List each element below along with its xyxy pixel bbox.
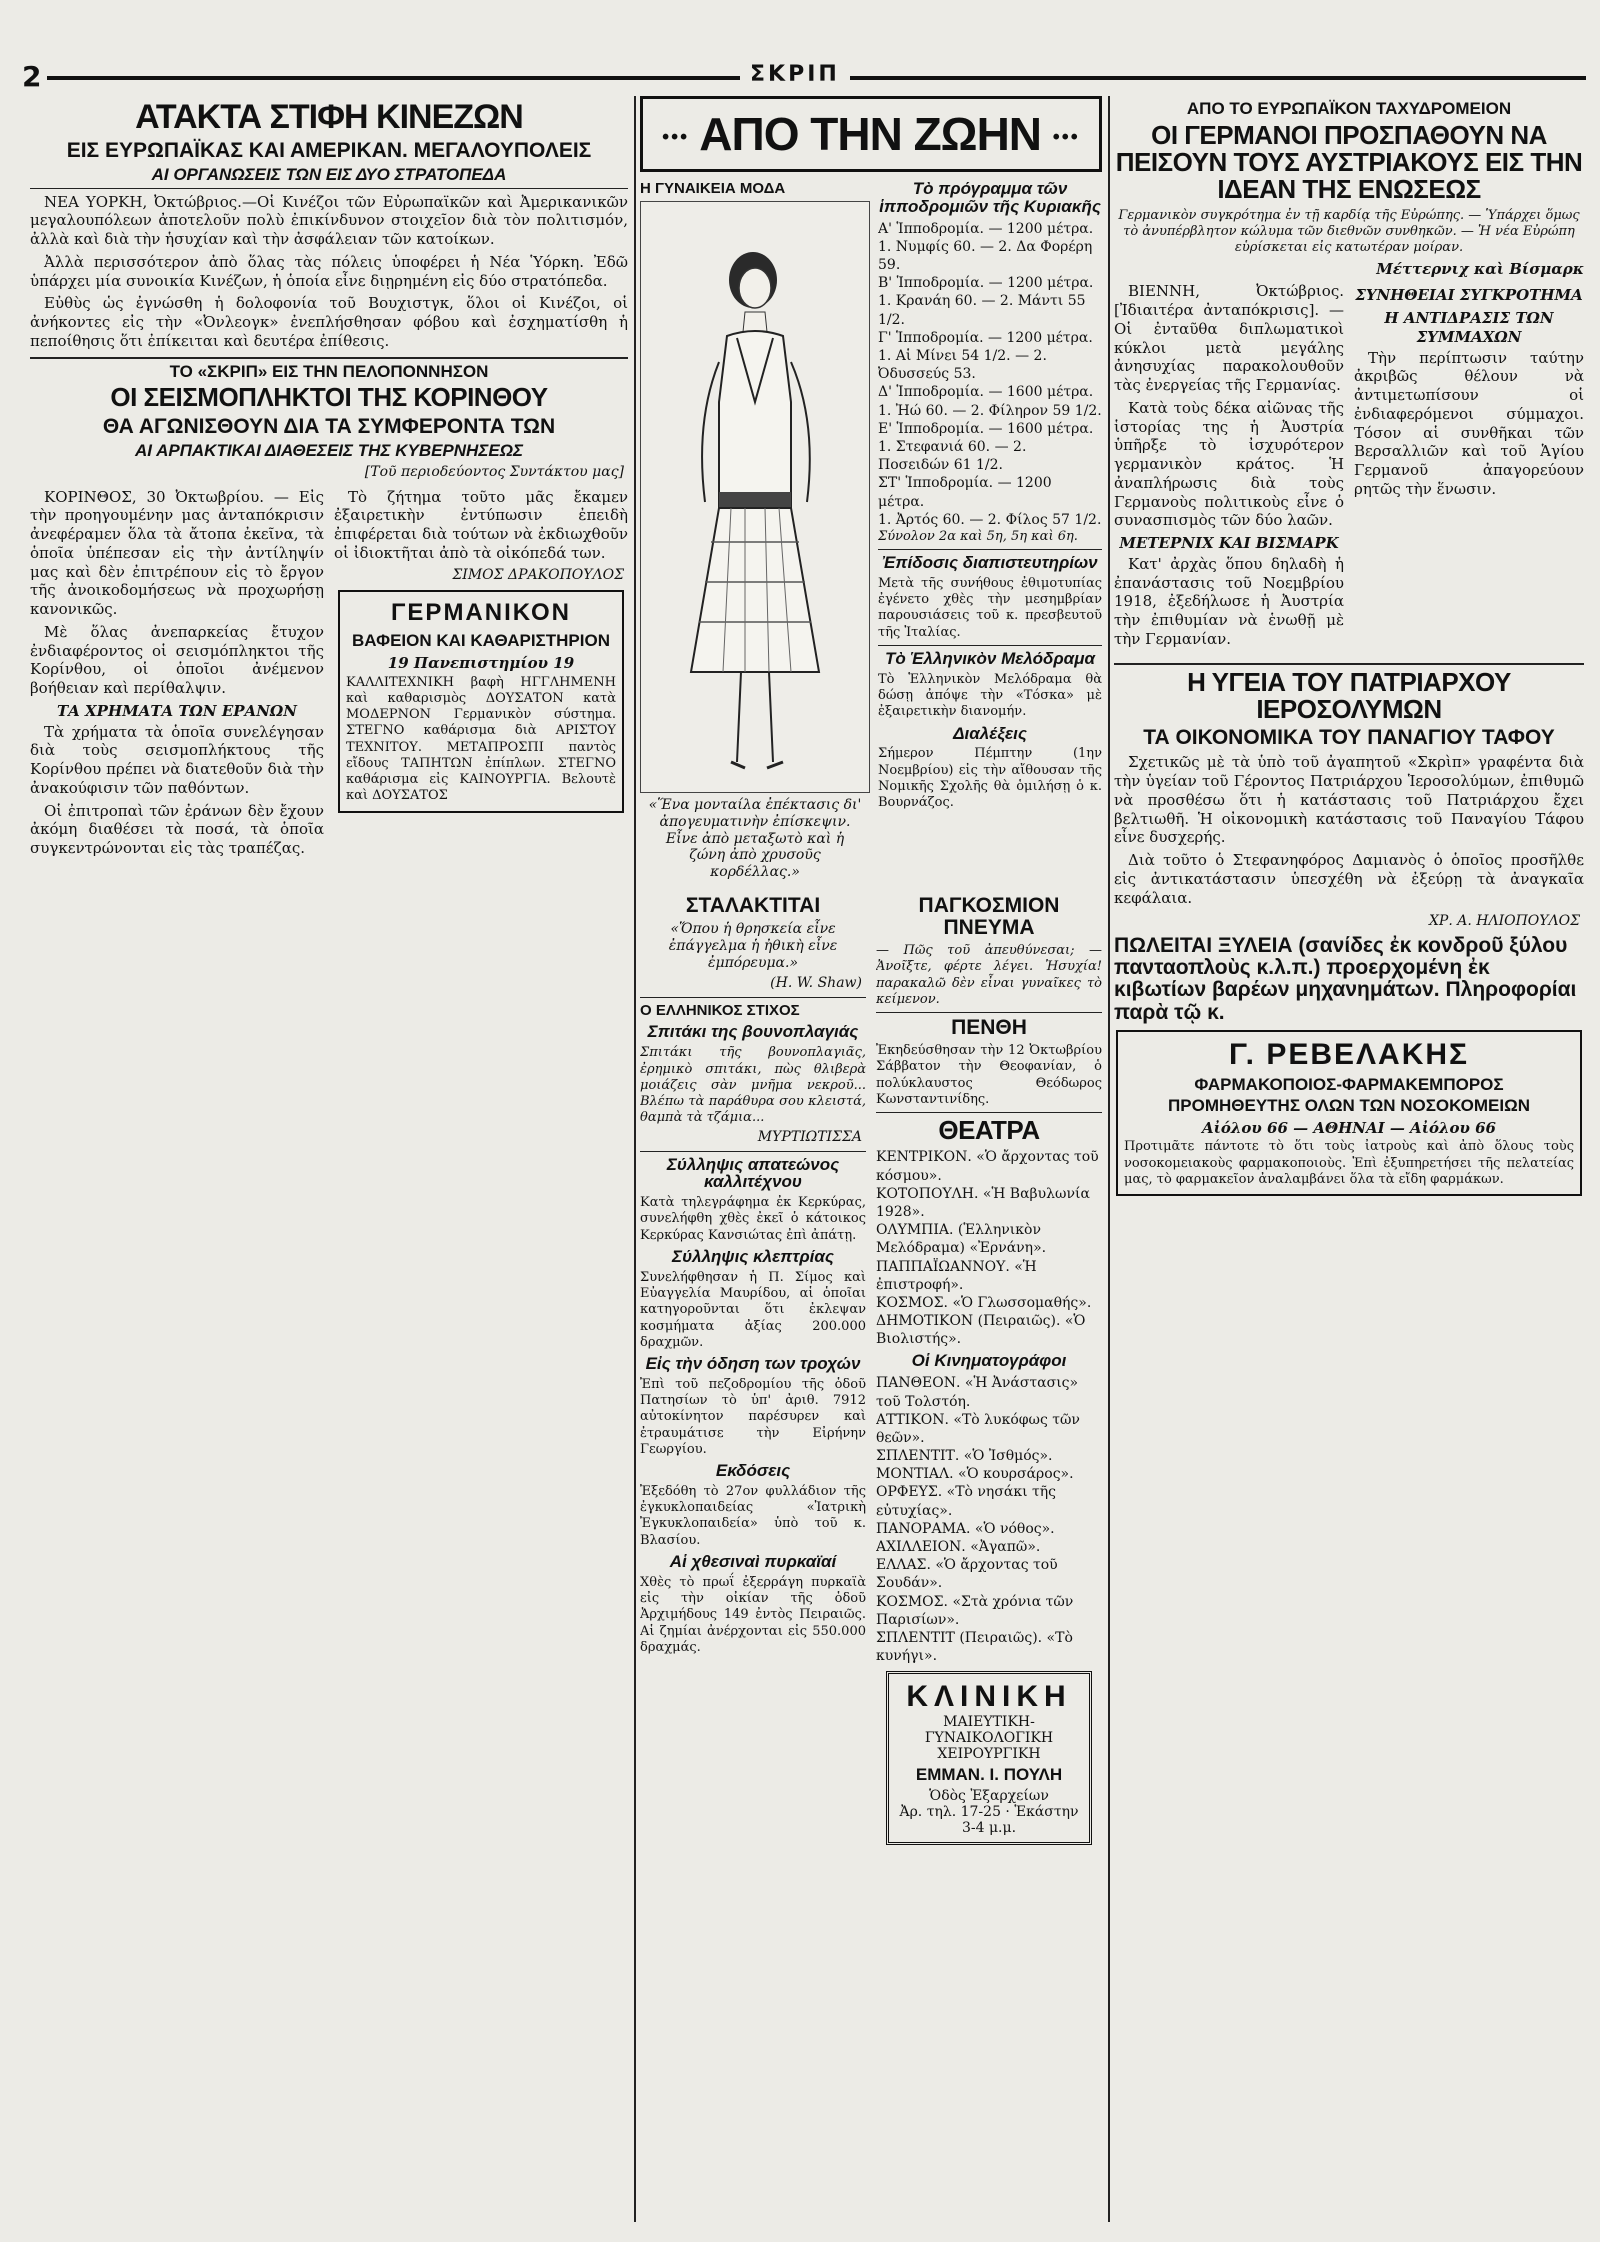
corinth-section-heading: ΤΑ ΧΡΗΜΑΤΑ ΤΩΝ ΕΡΑΝΩΝ [57,701,297,720]
poem-title: Σπιτάκι της βουνοπλαγιάς [647,1022,859,1042]
banner-dots-right: ••• [1052,126,1080,149]
pharmacy-ad [1116,1030,1582,1196]
publications-head: Εκδόσεις [715,1461,791,1481]
race-program-line: 1. Κρανάη 60. — 2. Μάντι 55 1/2. [878,293,1086,328]
race-program [878,176,1102,885]
middle-lower-left [640,891,866,1851]
theatre-listing: ΟΛΥΜΠΙΑ. (Ἑλληνικὸν Μελόδραμα) «Ἐρνάνη». [876,1222,1047,1257]
germans-subhead-1: Μέττερνιχ καὶ Βίσμαρκ [1376,260,1584,279]
left-column [30,96,628,2222]
arrest-artist-head: Σύλληψις απατεώνος καλλιτέχνου [666,1154,840,1192]
fires-head: Αἱ χθεσιναὶ πυρκαϊαί [669,1551,837,1571]
column-divider-1 [634,96,636,2222]
page-number: 2 [16,60,47,93]
cinema-listing: ΑΤΤΙΚΟΝ. «Τὸ λυκόφως τῶν θεῶν». [876,1411,1080,1446]
clinic-subtitle: ΜΑΙΕΥΤΙΚΗ-ΓΥΝΑΙΚΟΛΟΓΙΚΗ ΧΕΙΡΟΥΡΓΙΚΗ [924,1714,1054,1763]
cinemas-head: Οἱ Κινηματογράφοι [911,1351,1067,1371]
credentials-text: Μετὰ τῆς συνήθους ἐθιμοτυπίας ἐγένετο χθὲς τὴν μεσημβρίαν παρουσιάσεις τοῦ κ. πρεσβευτοῦ τῆς Ἰταλίας. [878,575,1102,640]
middle-lower [640,891,1102,1851]
pharmacy-line-2: ΠΡΟΜΗΘΕΥΤΗΣ ΟΛΩΝ ΤΩΝ ΝΟΣΟΚΟΜΕΙΩΝ [1168,1096,1530,1116]
corinth-body-left [30,488,324,862]
race-program-line: Α' Ἱπποδρομία. — 1200 μέτρα. [878,220,1094,237]
paragraph: Τὸ ζήτημα τοῦτο μᾶς ἔκαμεν ἐξαιρετικὴν ἐντύπωσιν ἐπειδὴ ἐπιφέρεται διὰ τούτων νὰ ἐκδιωχθοῦν οἱ ἰδιοκτῆται ἀπὸ τὰ οἰκόπεδά των. [334,487,628,562]
theatre-listing: ΔΗΜΟΤΙΚΟΝ (Πειραιῶς). «Ὁ Βιολιστής». [876,1313,1086,1348]
divider [876,1012,1102,1013]
paragraph: Ἀλλὰ περισσότερον ἀπὸ ὅλας τὰς πόλεις ὑποφέρει ἡ Νέα Ὑόρκη. Ἐδῶ ὑπάρχει μία συνοικία Κινέζων, ἡ ὁποία εἶνε διῃρημένη εἰς δύο στρατόπεδα. [30,252,628,290]
corinth-subhead: ΘΑ ΑΓΩΝΙΣΘΟΥΝ ΔΙΑ ΤΑ ΣΥΜΦΕΡΟΝΤΑ ΤΩΝ [102,414,556,438]
theatres-head: ΘΕΑΤΡΑ [938,1115,1040,1146]
germans-subhead-2: ΣΥΝΗΘΕΙΑΙ ΣΥΓΚΡΟΤΗΜΑ [1355,286,1583,305]
pharmacy-text: Προτιμᾶτε πάντοτε τὸ ὅτι τοὺς ἰατροὺς καὶ ἀπὸ ὅλους τοὺς νοσοκομειακοὺς φαρμακοποιοὺς. Ἐπὶ ἐξυπηρετήσει τῆς πελατείας μας, τὸ φαρμακεῖον ἀναλαμβάνει ὅλα τὰ εἴδη φαρμάκων. [1124,1139,1574,1187]
greek-verse-label: Ο ΕΛΛΗΝΙΚΟΣ ΣΤΙΧΟΣ [640,1002,800,1020]
patriarch-headline: Η ΥΓΕΙΑ ΤΟΥ ΠΑΤΡΙΑΡΧΟΥ ΙΕΡΟΣΟΛΥΜΩΝ [1187,666,1511,725]
race-program-line: Β' Ἱπποδρομία. — 1200 μέτρα. [878,275,1094,292]
dye-works-title: ΓΕΡΜΑΝΙΚΟΝ [391,599,571,627]
pharmacy-line-1: ΦΑΡΜΑΚΟΠΟΙΟΣ-ΦΑΡΜΑΚΕΜΠΟΡΟΣ [1194,1074,1504,1094]
mourning-head: ΠΕΝΘΗ [951,1016,1027,1040]
race-program-line: 1. Ἠώ 60. — 2. Φίληρον 59 1/2. [878,402,1102,419]
cinema-listing: ΑΧΙΛΛΕΙΟΝ. «Ἀγαπῶ». [876,1539,1041,1556]
european-post-kicker: ΑΠΟ ΤΟ ΕΥΡΩΠΑΪΚΟΝ ΤΑΧΥΔΡΟΜΕΙΟΝ [1186,99,1512,118]
cinema-listing: ΕΛΛΑΣ. «Ὁ ἄρχοντας τοῦ Σουδάν». [876,1557,1058,1592]
world-spirit-text: — Πῶς τοῦ ἀπευθύνεσαι; — Ἀνοῖξτε, φέρτε λέγει. Ἠσυχία! παρακαλῶ δὲν εἶναι γυναῖκες τὸ κείμενον. [876,943,1102,1007]
paragraph: ΚΟΡΙΝΘΟΣ, 30 Ὀκτωβρίου. — Εἰς τὴν προηγουμένην μας ἀνταπόκρισιν ἀνεφέραμεν ὅλα τὰ ἄτοπα ἐκεῖνα, τὰ ὁποῖα ὑπέπεσαν εἰς τὴν ἀντίληψίν μας καὶ δὲν ἐπιτρέπουν εἰς τὸ ἔργον τῆς ἀνοικοδομήσεως νὰ προχωρήσῃ κανονικῶς. [30,487,324,619]
patriarch-signature: ΧΡ. Α. ΗΛΙΟΠΟΥΛΟΣ [1428,913,1580,930]
divider [640,1151,866,1152]
cinema-listing: ΚΟΣΜΟΣ. «Στὰ χρόνια τῶν Παρισίων». [876,1593,1074,1628]
pharmacy-name: Γ. ΡΕΒΕΛΑΚΗΣ [1228,1037,1470,1071]
pharmacy-address: Αἰόλου 66 — ΑΘΗΝΑΙ — Αἰόλου 66 [1202,1119,1496,1138]
dye-works-text: ΚΑΛΛΙΤΕΧΝΙΚΗ βαφὴ ΗΓΓΛΗΜΕΝΗ καὶ καθαρισμὸς ΔΟΥΣΑΤΟΝ κατὰ ΜΟΔΕΡΝΟΝ Γερμανικὸν σύστημα. ΣΤΕΓΝΟ καθάρισμα διὰ ΑΡΙΣΤΟΥ ΤΕΧΝΙΤΟΥ. ΜΕΤΑΠΡΟΣΠΙ παντὸς εἴδους ΤΑΠΗΤΩΝ ἐπίπλων. ΣΤΕΓΝΟ καθάρισμα εἰς ΚΑΙΝΟΥΡΓΙΑ. Βελουτὲ καὶ ΔΟΥΣΑΤΟΣ [346,674,616,804]
fashion-caption: «Ἕνα μονταίλα ἐπέκτασις δι' ἀπογευματινὴν ἐπίσκεψιν. Εἶνε ἀπὸ μεταξωτὸ καὶ ἡ ζώνη ἀπὸ χρυσοῦς κορδέλλας.» [648,797,862,881]
poem-text: Σπιτάκι τῆς βουνοπλαγιᾶς, ἐρημικὸ σπιτάκι, πὼς θλιβερὰ μοιάζεις σὰν μνῆμα νεκροῦ... Βλέπω τὰ παράθυρα σου κλειστά, θαμπὰ τὰ τζάμια... [640,1045,866,1126]
race-program-line: Γ' Ἱπποδρομία. — 1200 μέτρα. [878,329,1093,346]
fashion-label: Η ΓΥΝΑΙΚΕΙΑ ΜΟΔΑ [640,180,786,197]
divider [878,549,1102,550]
race-program-line: 1. Νυμφίς 60. — 2. Δα Φορέρη 59. [878,238,1093,274]
corinth-columns [30,486,628,868]
cinema-listing: ΣΠΛΕΝΤΙΤ. «Ὁ Ἰσθμός». [876,1448,1053,1465]
paragraph: Τὰ χρήματα τὰ ὁποῖα συνελέγησαν διὰ τοὺς σεισμοπλήκτους τῆς Κορίνθου πρέπει νὰ διατεθοῦν διὰ τὴν ἀνακούφισιν τῶν παθόντων. [30,722,324,797]
divider [878,645,1102,646]
paragraph: Διὰ τοῦτο ὁ Στεφανηφόρος Δαμιανὸς ὁ ὁποῖος προσῆλθε εἰς ἀντικατάστασιν ὑπεσχέθη νὰ ἐξεύρῃ τὰ ἀναγκαῖα κεφάλαια. [1114,851,1584,907]
cinema-listing: ΜΟΝΤΙΑΛ. «Ὁ κουρσάρος». [876,1466,1074,1483]
cinema-listing: ΠΑΝΟΡΑΜΑ. «Ὁ νόθος». [876,1520,1055,1537]
race-program-line: 1. Αἱ Μίνει 54 1/2. — 2. Ὀδυσσεύς 53. [878,348,1047,383]
divider [1114,663,1584,665]
clinic-doctor: ΕΜΜΑΝ. Ι. ΠΟΥΛΗ [915,1765,1063,1785]
fires-text: Χθὲς τὸ πρωΐ ἐξερράγη πυρκαϊὰ εἰς τὴν οἰκίαν τῆς ὁδοῦ Ἀρχιμήδους 149 ἐντὸς Πειραιῶς. Αἱ ζημίαι ἀνέρχονται εἰς 550.000 δραχμάς. [640,1574,866,1655]
paragraph: Τὴν περίπτωσιν ταύτην ἀκριβῶς θέλουν νὰ ἀντιμετωπίσουν οἱ ἐνδιαφερόμενοι σύμμαχοι. Τόσον αἱ συνθῆκαι τῶν Βερσαλλιῶν καὶ τοῦ Ἁγίου Γερμανοῦ ἀπαγορεύουν ρητῶς τὴν ἕνωσιν. [1354,348,1584,498]
race-program-line: Δ' Ἱπποδρομία. — 1600 μέτρα. [878,384,1094,401]
germans-body-right [1354,282,1584,652]
credentials-head: Ἐπίδοσις διαπιστευτηρίων [882,553,1098,573]
dye-works-ad [338,590,624,813]
patriarch-subhead: ΤΑ ΟΙΚΟΝΟΜΙΚΑ ΤΟΥ ΠΑΝΑΓΙΟΥ ΤΑΦΟΥ [1143,726,1555,750]
column-divider-2 [1108,96,1110,2222]
chinese-story-headline: ΑΤΑΚΤΑ ΣΤΙΦΗ ΚΙΝΕΖΩΝ [135,98,523,136]
middle-lower-right [876,891,1102,1851]
paragraph: Οἱ ἐπιτροπαὶ τῶν ἐράνων δὲν ἔχουν ἀκόμη διαθέσει τὰ ποσά, τὰ ὁποῖα συγκεντρώνονται εἰς τὰς τραπέζας. [30,801,324,858]
paragraph: Σχετικῶς μὲ τὰ ὑπὸ τοῦ ἀγαπητοῦ «Σκρὶπ» γραφέντα διὰ τὴν ὑγείαν τοῦ Γέροντος Πατριάρχου Ἱεροσολύμων, ἐπιθυμῶ νὰ προσθέσω ὅτι ἡ κατάστασις τοῦ Πατριάρχου ἔχει βελτιωθῆ. Ἡ οἰκονομικὴ κατάστασις τοῦ Παναγίου Τάφου εἶνε δυσχερής. [1114,753,1584,847]
paragraph: Εὐθὺς ὡς ἐγνώσθη ἡ δολοφονία τοῦ Βουχιστγκ, ὅλοι οἱ Κινέζοι, οἱ ἀνήκοντες εἰς τὴν «Ὀνλεογκ» ἐνεπλήσθησαν φόβου καὶ ἐσχηματίσθη ἡ πεποίθησις ὅτι ἐπίκειται καὶ δευτέρα ἐπίθεσις. [30,294,628,350]
paragraph: ΒΙΕΝΝΗ, Ὀκτώβριος. [Ἰδιαιτέρα ἀνταπόκρισις]. — Οἱ ἐνταῦθα διπλωματικοὶ κύκλοι μετὰ μεγάλης ἀνησυχίας παρακολουθοῦν τὰς ἐνεργείας τῆς Γερμανίας. [1114,282,1344,395]
right-column [1114,96,1584,2222]
race-program-line: 1. Στεφανιά 60. — 2. Ποσειδών 61 1/2. [878,438,1027,474]
paragraph: ΝΕΑ ΥΟΡΚΗ, Ὀκτώβριος.—Οἱ Κινέζοι τῶν Εὐρωπαϊκῶν καὶ Ἀμερικανικῶν μεγαλουπόλεων ἀποτελοῦν πολὺ ἐπικίνδυνον στοιχεῖον διὰ τὸν πολιτισμόν, ἀλλὰ καὶ διὰ τὴν ἡσυχίαν καὶ τὴν ἀσφάλειαν τῶν κατοίκων. [30,192,628,249]
theatre-listing: ΠΑΠΠΑΪΩΑΝΝΟΥ. «Ἡ ἐπιστροφή». [876,1258,1037,1293]
arrest-thief-head: Σύλληψις κλεπτρίας [672,1246,834,1266]
publications-text: Ἐξεδόθη τὸ 27ον φυλλάδιον τῆς ἐγκυκλοπαιδείας «Ἰατρικὴ Ἐγκυκλοπαιδεία» ὑπὸ τοῦ κ. Βλασίου. [640,1483,866,1548]
middle-top-row [640,176,1102,885]
traffic-text: Ἐπὶ τοῦ πεζοδρομίου τῆς ὁδοῦ Πατησίων τὸ ὑπ' ἀριθ. 7912 αὐτοκίνητον παρέσυρεν καὶ ἐτραυμάτισε τὴν Εἰρήνην Γεωργίου. [640,1376,866,1457]
stalactites-head: ΣΤΑΛΑΚΤΙΤΑΙ [685,893,821,917]
middle-column [640,96,1102,2222]
theatre-listing: ΚΟΤΟΠΟΥΛΗ. «Ἡ Βαβυλωνία 1928». [876,1185,1090,1220]
chinese-story-deck: ΑΙ ΟΡΓΑΝΩΣΕΙΣ ΤΩΝ ΕΙΣ ΔΥΟ ΣΤΡΑΤΟΠΕΔΑ [151,164,507,184]
from-life-title: ΑΠΟ ΤΗΝ ΖΩΗΝ [699,108,1042,160]
paragraph: Κατὰ τοὺς δέκα αἰῶνας τῆς ἱστορίας της ἡ Ἀυστρία ὑπῆρξε τὸ ἰσχυρότερον γερμανικὸν κράτος. Ἡ ἀναπλήρωσις διὰ τοὺς Γερμανοὺς πολιτικοὺς εἶνε ὁ συνασπισμὸς τῶν δύο λαῶν. [1114,398,1344,530]
germans-headline: ΟΙ ΓΕΡΜΑΝΟΙ ΠΡΟΣΠΑΘΟΥΝ ΝΑ ΠΕΙΣΟΥΝ ΤΟΥΣ ΑΥΣΤΡΙΑΚΟΥΣ ΕΙΣ ΤΗΝ ΙΔΕΑΝ ΤΗΣ ΕΝΩΣΕΩΣ [1115,119,1583,205]
germans-columns [1114,280,1584,658]
fashion-illustration [640,201,870,793]
clinic-address: Ὁδὸς Ἐξαρχείων [929,1788,1049,1805]
cinema-listing: ΣΠΛΕΝΤΙΤ (Πειραιῶς). «Τὸ κυνήγι». [876,1629,1073,1665]
poem-author: ΜΥΡΤΙΩΤΙΣΣΑ [757,1128,862,1145]
clinic-title: ΚΛΙΝΙΚΗ [906,1680,1072,1714]
race-program-line: ΣΤ' Ἱπποδρομία. — 1200 μέτρα. [878,475,1052,510]
corinth-byline: [Τοῦ περιοδεύοντος Συντάκτου μας] [364,463,624,480]
melodrama-head: Τὸ Ἑλληνικὸν Μελόδραμα [884,648,1096,668]
chinese-story-subhead: ΕΙΣ ΕΥΡΩΠΑΪΚΑΣ ΚΑΙ ΑΜΕΡΙΚΑΝ. ΜΕΓΑΛΟΥΠΟΛΕΙΣ [66,138,592,162]
race-program-line: Ε' Ἱπποδρομία. — 1600 μέτρα. [878,420,1094,437]
dye-works-address: 19 Πανεπιστημίου 19 [387,653,575,672]
corinth-deck: ΑΙ ΑΡΠΑΚΤΙΚΑΙ ΔΙΑΘΕΣΕΙΣ ΤΗΣ ΚΥΒΕΡΝΗΣΕΩΣ [134,440,524,460]
cinemas-list [876,1374,1102,1665]
world-spirit-head: ΠΑΓΚΟΣΜΙΟΝ ΠΝΕΥΜΑ [918,893,1060,940]
divider [30,188,628,189]
arrest-thief-text: Συνελήφθησαν ἡ Π. Σίμος καὶ Εὐαγγελία Μαυρίδου, αἱ ὁποῖαι κατηγοροῦνται ὅτι ἐκλεψαν κοσμήματα ἀξίας 200.000 δραχμῶν. [640,1269,866,1350]
banner-dots-left: ••• [662,126,690,149]
cinema-listing: ΟΡΦΕΥΣ. «Τὸ νησάκι τῆς εὐτυχίας». [876,1484,1056,1519]
corinth-headline: ΟΙ ΣΕΙΣΜΟΠΛΗΚΤΟΙ ΤΗΣ ΚΟΡΙΝΘΟΥ [110,382,548,413]
divider [30,357,628,359]
paper-name: ΣΚΡΙΠ [740,62,850,87]
mourning-text: Ἐκηδεύσθησαν τὴν 12 Ὀκτωβρίου Σάββατον τὴν Θεοφανίαν, ὁ πολύκλαυστος Θεόδωρος Κωνσταντινίδης. [876,1043,1102,1107]
timber-sale-notice: ΠΩΛΕΙΤΑΙ ΞΥΛΕΙΑ (σανίδες ἐκ κονδροῦ ξύλου πανταοπλοὺς κ.λ.π.) προερχομένη ἐκ κιβωτίων βαρέων μηχανημάτων. Πληροφορίαι παρὰ τῷ κ. [1114,934,1577,1024]
stalactites-quote: «Ὅπου ἡ θρησκεία εἶνε ἐπάγγελμα ἡ ἠθικὴ εἶνε ἐμπόρευμα.» [668,921,838,971]
theatre-listing: ΚΟΣΜΟΣ. «Ὁ Γλωσσομαθής». [876,1294,1092,1311]
race-program-line: 1. Ἀρτός 60. — 2. Φίλος 57 1/2. [878,511,1102,528]
theatres-list [876,1148,1102,1348]
clinic-ad [886,1671,1092,1845]
divider [640,997,866,998]
paragraph: Κατ' ἀρχὰς ὅπου δηλαδὴ ἡ ἐπανάστασις τοῦ Νοεμβρίου 1918, ἐξεδήλωσε ἡ Ἀυστρία τὴν ἐπιθυμίαν νὰ ἑνωθῇ μὲ τὴν Γερμανίαν. [1114,554,1344,648]
divider [876,1112,1102,1113]
corinth-body-right [334,488,628,862]
clinic-hours: Ἀρ. τηλ. 17-25 · Ἑκάστην 3-4 μ.μ. [899,1804,1079,1837]
race-program-head: Τὸ πρόγραμμα τῶν ἱπποδρομιῶν τῆς Κυριακῆς [879,179,1101,216]
chinese-story-body [30,193,628,351]
germans-subhead-4: ΜΕΤΕΡΝΙΧ ΚΑΙ ΒΙΣΜΑΡΚ [1119,534,1339,553]
arrest-artist-text: Κατὰ τηλεγράφημα ἐκ Κερκύρας, συνελήφθη χθὲς ἐκεῖ ὁ κάτοικος Κερκύρας Κανσιώτας ἐπὶ ἀπάτῃ. [640,1195,866,1243]
germans-standfirst: Γερμανικὸν συγκρότημα ἐν τῇ καρδίᾳ τῆς Εὐρώπης. — Ὑπάρχει ὅμως τὸ ἀνυπέρβλητον κώλυμα τῶν διεθνῶν συνθηκῶν. — Ἡ νέα Εὐρώπη εὑρίσκεται εἰς κατωτέραν μοίραν. [1118,207,1580,256]
fashion-figure-icon [641,202,869,790]
lectures-text: Σήμερον Πέμπτην (1ην Νοεμβρίου) εἰς τὴν αἴθουσαν τῆς Νομικῆς Σχολῆς θὰ ὁμιλήσῃ ὁ κ. Βουρνάζος. [878,746,1102,811]
germans-body-left [1114,282,1344,652]
cinema-listing: ΠΑΝΘΕΟΝ. «Ἡ Ἀνάστασις» τοῦ Τολστόη. [876,1375,1079,1410]
fashion-block [640,176,870,885]
traffic-head: Εἰς τὴν όδηση των τροχών [645,1354,861,1374]
race-program-list [878,220,1102,529]
race-program-footer: Σύνολον 2α καὶ 5η, 5η καὶ 6η. [878,528,1078,544]
paragraph: Μὲ ὅλας ἀνεπαρκείας ἔτυχον ἐνδιαφέροντος οἱ σεισμόπληκτοι τῆς Κορίνθου, οἱ ὁποῖοι ἀνέμενον βοήθειαν καὶ περίθαλψιν. [30,622,324,698]
from-life-banner [640,96,1102,172]
patriarch-body [1114,753,1584,907]
masthead [0,60,1600,93]
corinth-signature: ΣΙΜΟΣ ΔΡΑΚΟΠΟΥΛΟΣ [452,566,624,583]
germans-subhead-3: Η ΑΝΤΙΔΡΑΣΙΣ ΤΩΝ ΣΥΜΜΑΧΩΝ [1384,309,1554,346]
dye-works-subtitle: ΒΑΦΕΙΟΝ ΚΑΙ ΚΑΘΑΡΙΣΤΗΡΙΟΝ [352,631,610,651]
melodrama-text: Τὸ Ἑλληνικὸν Μελόδραμα θὰ δώσῃ ἀπόψε τὴν «Τόσκα» μὲ ἐξαιρετικὴν διανομήν. [878,671,1102,720]
stalactites-author: (H. W. Shaw) [770,975,862,992]
corinth-kicker: ΤΟ «ΣΚΡΙΠ» ΕΙΣ ΤΗΝ ΠΕΛΟΠΟΝΝΗΣΟΝ [169,361,489,381]
lectures-head: Διαλέξεις [953,723,1027,743]
theatre-listing: ΚΕΝΤΡΙΚΟΝ. «Ὁ ἄρχοντας τοῦ κόσμου». [876,1149,1099,1184]
